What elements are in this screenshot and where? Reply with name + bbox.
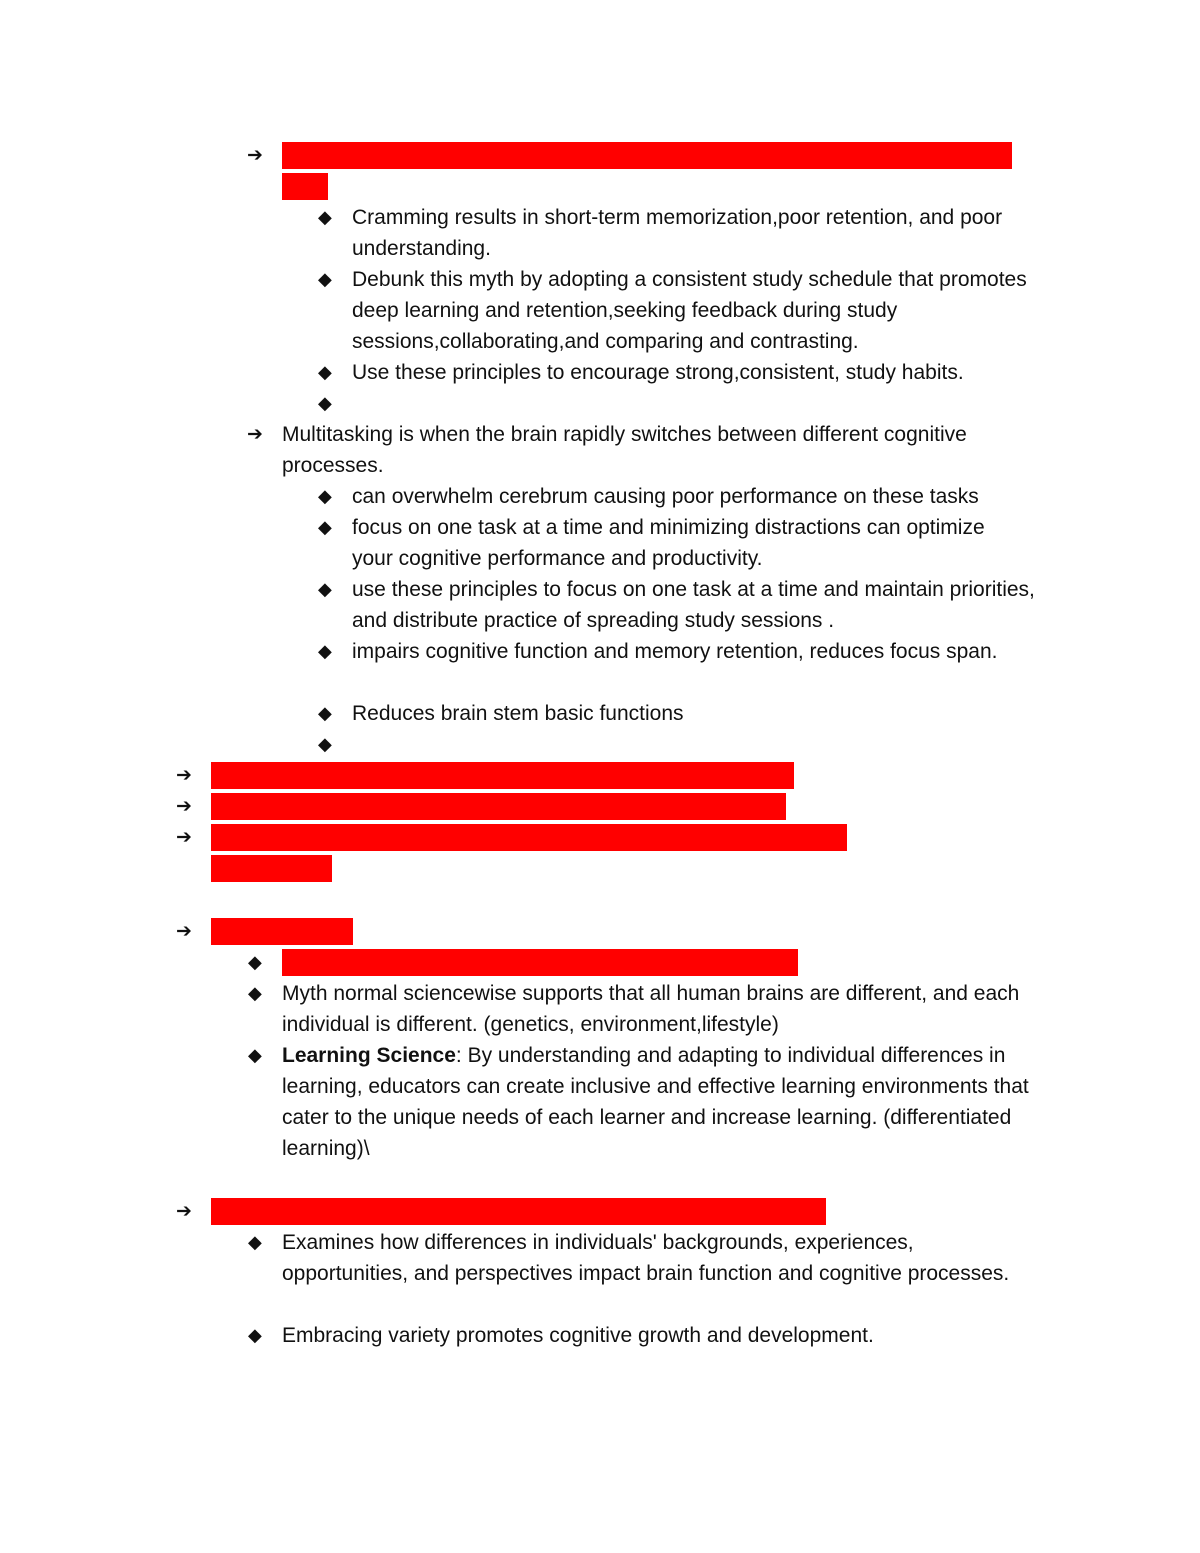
diamond-bullet-icon: ◆: [318, 269, 332, 289]
diamond-bullet-icon: ◆: [318, 362, 332, 382]
list-item: ◆ Reduces brain stem basic functions: [352, 698, 1052, 729]
list-item: ◆ impairs cognitive function and memory retention, reduces focus span.: [352, 636, 1032, 667]
list-item-learning-science: ◆ Learning Science: By understanding and adapting to individual differences in learning, educators can create inclusive and effective learning environments that cater to the unique needs of each learner and increase learning. (differentiated learning)\: [282, 1040, 1072, 1164]
list-item-multitasking: ➔ Multitasking is when the brain rapidly switches between different cognitive processes.: [282, 419, 1072, 481]
diamond-bullet-icon: ◆: [318, 207, 332, 227]
diamond-bullet-icon: ◆: [318, 486, 332, 506]
list-item-spacing: [176, 760, 1051, 791]
list-item-neuroplasticity: [176, 822, 951, 884]
list-item-variety: [176, 1196, 1071, 1227]
list-item: ◆ Myth normal sciencewise supports that all human brains are different, and each individual is different. (genetics, environment,lifestyle): [282, 978, 1072, 1040]
arrow-right-icon: ➔: [247, 424, 263, 445]
diamond-bullet-icon: ◆: [318, 517, 332, 537]
list-item-empty: [318, 388, 1052, 419]
highlighted-text: the idea that there is a certain way to think, learn,or act.: [282, 951, 798, 974]
highlighted-text: Spacing distributes learning , and enhances memory retention.: [211, 764, 794, 787]
highlighted-text: Hippocampus is responsible for memories and attention span.: [211, 795, 787, 818]
learning-science-label: Learning Science: [282, 1044, 456, 1067]
arrow-right-icon: ➔: [176, 796, 192, 817]
arrow-right-icon: ➔: [176, 921, 192, 942]
list-item-myth-definition: [248, 947, 1072, 978]
arrow-right-icon: ➔: [176, 765, 192, 786]
diamond-bullet-icon: ◆: [248, 1325, 262, 1345]
list-item: ◆ Embracing variety promotes cognitive growth and development.: [282, 1320, 1072, 1351]
list-item: ◆ Debunk this myth by adopting a consistent study schedule that promotes deep learning and retention,seeking feedback during study sessions,collaborating,and comparing and contrasting.: [352, 264, 1052, 357]
diamond-bullet-icon: ◆: [318, 703, 332, 723]
highlighted-text: Neuroscience of Variety looks at brains with varied characteristics.: [211, 1200, 826, 1223]
list-item: ◆ focus on one task at a time and minimizing distractions can optimize your cognitive performance and productivity.: [352, 512, 992, 574]
diamond-bullet-icon: ◆: [248, 983, 262, 1003]
diamond-bullet-icon: ◆: [248, 952, 262, 972]
diamond-bullet-icon: ◆: [318, 393, 332, 413]
arrow-right-icon: ➔: [176, 827, 192, 848]
arrow-right-icon: ➔: [247, 145, 263, 166]
list-item: ◆ can overwhelm cerebrum causing poor performance on these tasks: [352, 481, 1072, 512]
list-item: ◆ Examines how differences in individuals' backgrounds, experiences, opportunities, and perspectives impact brain function and cognitive processes.: [282, 1227, 1012, 1289]
diamond-bullet-icon: ◆: [318, 734, 332, 754]
list-item-empty: [318, 729, 1052, 760]
arrow-right-icon: ➔: [176, 1201, 192, 1222]
list-item: ◆ Cramming results in short-term memorization,poor retention, and poor understanding.: [352, 202, 1052, 264]
list-item-myth-of-normal: [176, 916, 1051, 947]
list-item-cramming: [247, 140, 1022, 202]
diamond-bullet-icon: ◆: [248, 1232, 262, 1252]
diamond-bullet-icon: ◆: [248, 1045, 262, 1065]
highlighted-text: Understanding neuroplasticity is key to creating an inclusive learning environment.: [211, 826, 848, 880]
list-item: ◆ Use these principles to encourage strong,consistent, study habits.: [352, 357, 1052, 388]
diamond-bullet-icon: ◆: [318, 579, 332, 599]
diamond-bullet-icon: ◆: [318, 641, 332, 661]
highlighted-text: Myth of Normal: [211, 920, 354, 943]
list-item-hippocampus: [176, 791, 1051, 822]
list-item: ◆ use these principles to focus on one task at a time and maintain priorities, and distribute practice of spreading study sessions .: [352, 574, 1042, 636]
highlighted-text: Cramming is the process of intensely studying to retain info in a short period of time.: [282, 144, 1012, 198]
